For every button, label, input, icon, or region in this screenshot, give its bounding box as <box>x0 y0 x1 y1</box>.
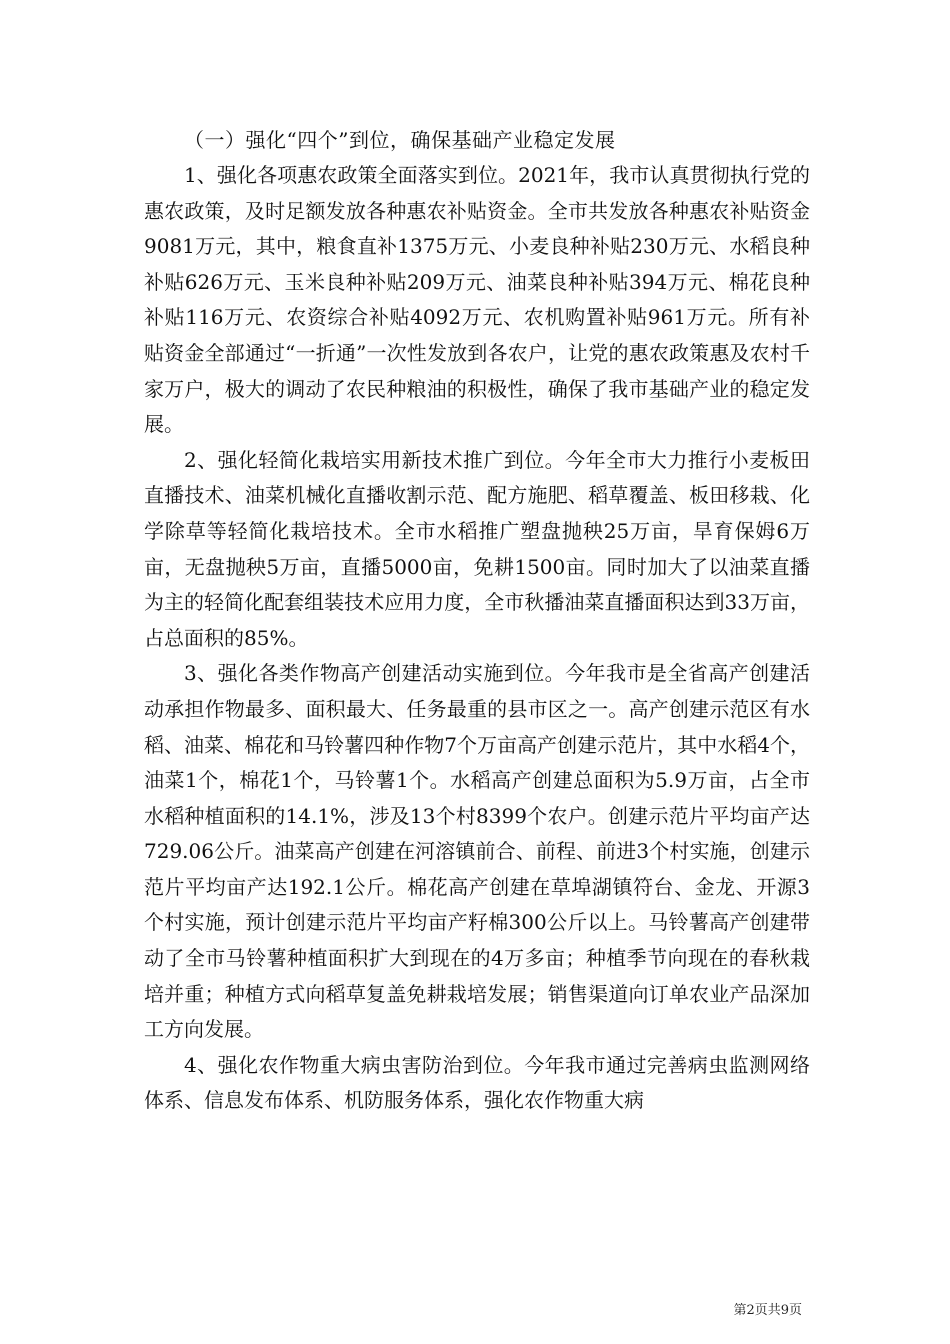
paragraph-policy-subsidies: 1、强化各项惠农政策全面落实到位。2021年，我市认真贯彻执行党的惠农政策，及时足额发放各种惠农补贴资金。全市共发放各种惠农补贴资金9081万元，其中，粮食直补1375万元、小麦良种补贴230万元、水稻良种补贴626万元、玉米良种补贴209万元、油菜良种补贴394万元、棉花良种补贴116万元、农资综合补贴4092万元、农机购置补贴961万元。所有补贴资金全部通过“一折通”一次性发放到各农户，让党的惠农政策惠及农村千家万户，极大的调动了农民种粮油的积极性，确保了我市基础产业的稳定发展。 <box>144 163 810 437</box>
section-heading: （一）强化“四个”到位，确保基础产业稳定发展 <box>184 128 616 152</box>
paragraph-pest-control: 4、强化农作物重大病虫害防治到位。今年我市通过完善病虫监测网络体系、信息发布体系、机防服务体系，强化农作物重大病 <box>144 1052 810 1113</box>
paragraph-cultivation-technology: 2、强化轻简化栽培实用新技术推广到位。今年全市大力推行小麦板田直播技术、油菜机械化直播收割示范、配方施肥、稻草覆盖、板田移栽、化学除草等轻简化栽培技术。全市水稻推广塑盘抛秧25万亩，旱育保姆6万亩，无盘抛秧5万亩，直播5000亩，免耕1500亩。同时加大了以油菜直播为主的轻简化配套组装技术应用力度，全市秋播油菜直播面积达到33万亩，占总面积的85%。 <box>144 447 810 650</box>
page-number-footer: 第2页共9页 <box>733 1303 802 1318</box>
paragraph-high-yield-creation: 3、强化各类作物高产创建活动实施到位。今年我市是全省高产创建活动承担作物最多、面积最大、任务最重的县市区之一。高产创建示范区有水稻、油菜、棉花和马铃薯四种作物7个万亩高产创建示范片，其中水稻4个，油菜1个，棉花1个，马铃薯1个。水稻高产创建总面积为5.9万亩，占全市水稻种植面积的14.1%，涉及13个村8399个农户。创建示范片平均亩产达729.06公斤。油菜高产创建在河溶镇前合、前程、前进3个村实施，创建示范片平均亩产达192.1公斤。棉花高产创建在草埠湖镇符台、金龙、开源3个村实施，预计创建示范片平均亩产籽棉300公斤以上。马铃薯高产创建带动了全市马铃薯种植面积扩大到现在的4万多亩；种植季节向现在的春秋栽培并重；种植方式向稻草复盖免耕栽培发展；销售渠道向订单农业产品深加工方向发展。 <box>144 661 810 1042</box>
